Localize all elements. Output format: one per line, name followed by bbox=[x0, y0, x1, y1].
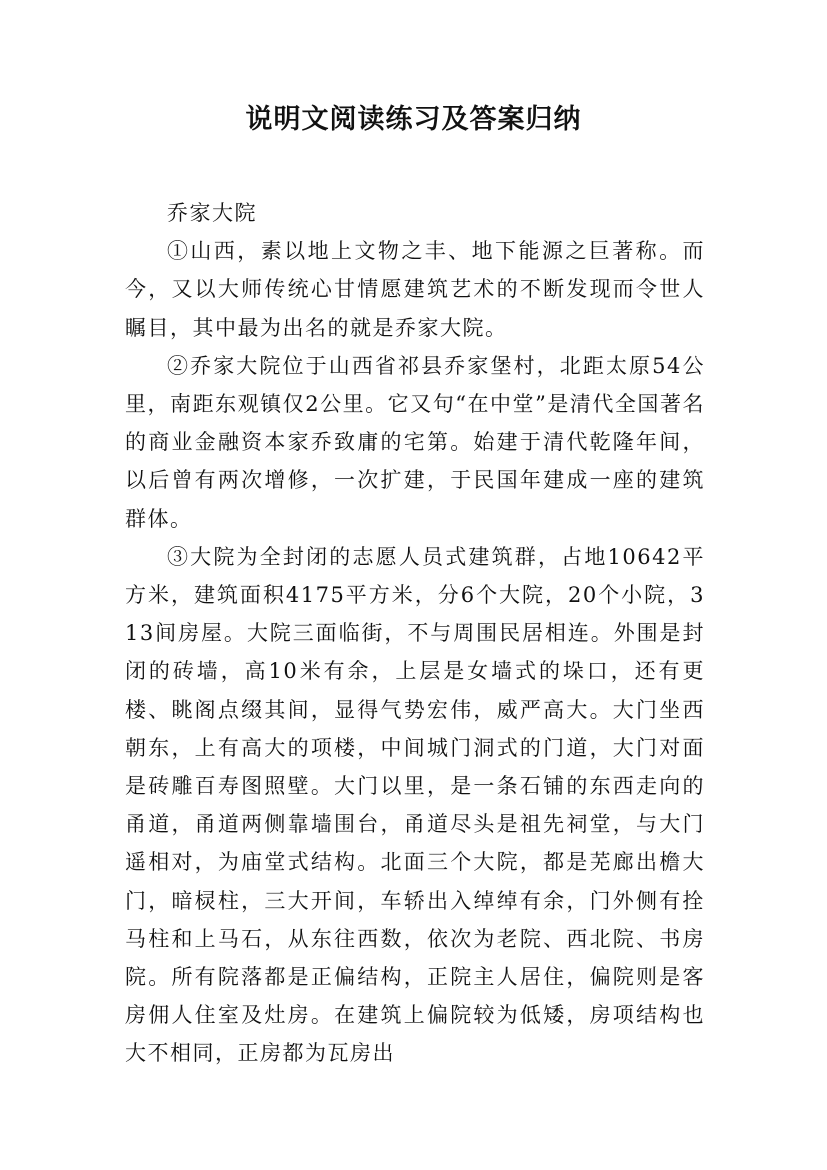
paragraph-1: ①山西，素以地上文物之丰、地下能源之巨著称。而今，又以大师传统心甘情愿建筑艺术的不断发现而令世人瞩目，其中最为出名的就是乔家大院。 bbox=[125, 239, 705, 340]
document-body bbox=[125, 194, 705, 1073]
paragraph-2: ②乔家大院位于山西省祁县乔家堡村，北距太原54公里，南距东观镇仅2公里。它又句“在中堂”是清代全国著名的商业金融资本家乔致庸的宅第。始建于清代乾隆年间，以后曾有两次增修，一次扩建，于民国年建成一座的建筑群体。 bbox=[125, 353, 705, 531]
document-title: 说明文阅读练习及答案归纳 bbox=[245, 104, 582, 135]
paragraph-3: ③大院为全封闭的志愿人员式建筑群，占地10642平方米，建筑面积4175平方米，分6个大院，20个小院，313间房屋。大院三面临街，不与周围民居相连。外围是封闭的砖墙，高10米有余，上层是女墙式的垛口，还有更楼、眺阁点缀其间，显得气势宏伟，威严高大。大门坐西朝东，上有高大的项楼，中间城门洞式的门道，大门对面是砖雕百寿图照壁。大门以里，是一条石铺的东西走向的甬道，甬道两侧靠墙围台，甬道尽头是祖先祠堂，与大门遥相对，为庙堂式结构。北面三个大院，都是芜廊出檐大门，暗棂柱，三大开间，车轿出入绰绰有余，门外侧有拴马柱和上马石，从东往西数，依次为老院、西北院、书房院。所有院落都是正偏结构，正院主人居住，偏院则是客房佣人住室及灶房。在建筑上偏院较为低矮，房项结构也大不相同，正房都为瓦房出 bbox=[125, 544, 705, 1066]
section-heading: 乔家大院 bbox=[167, 201, 257, 225]
